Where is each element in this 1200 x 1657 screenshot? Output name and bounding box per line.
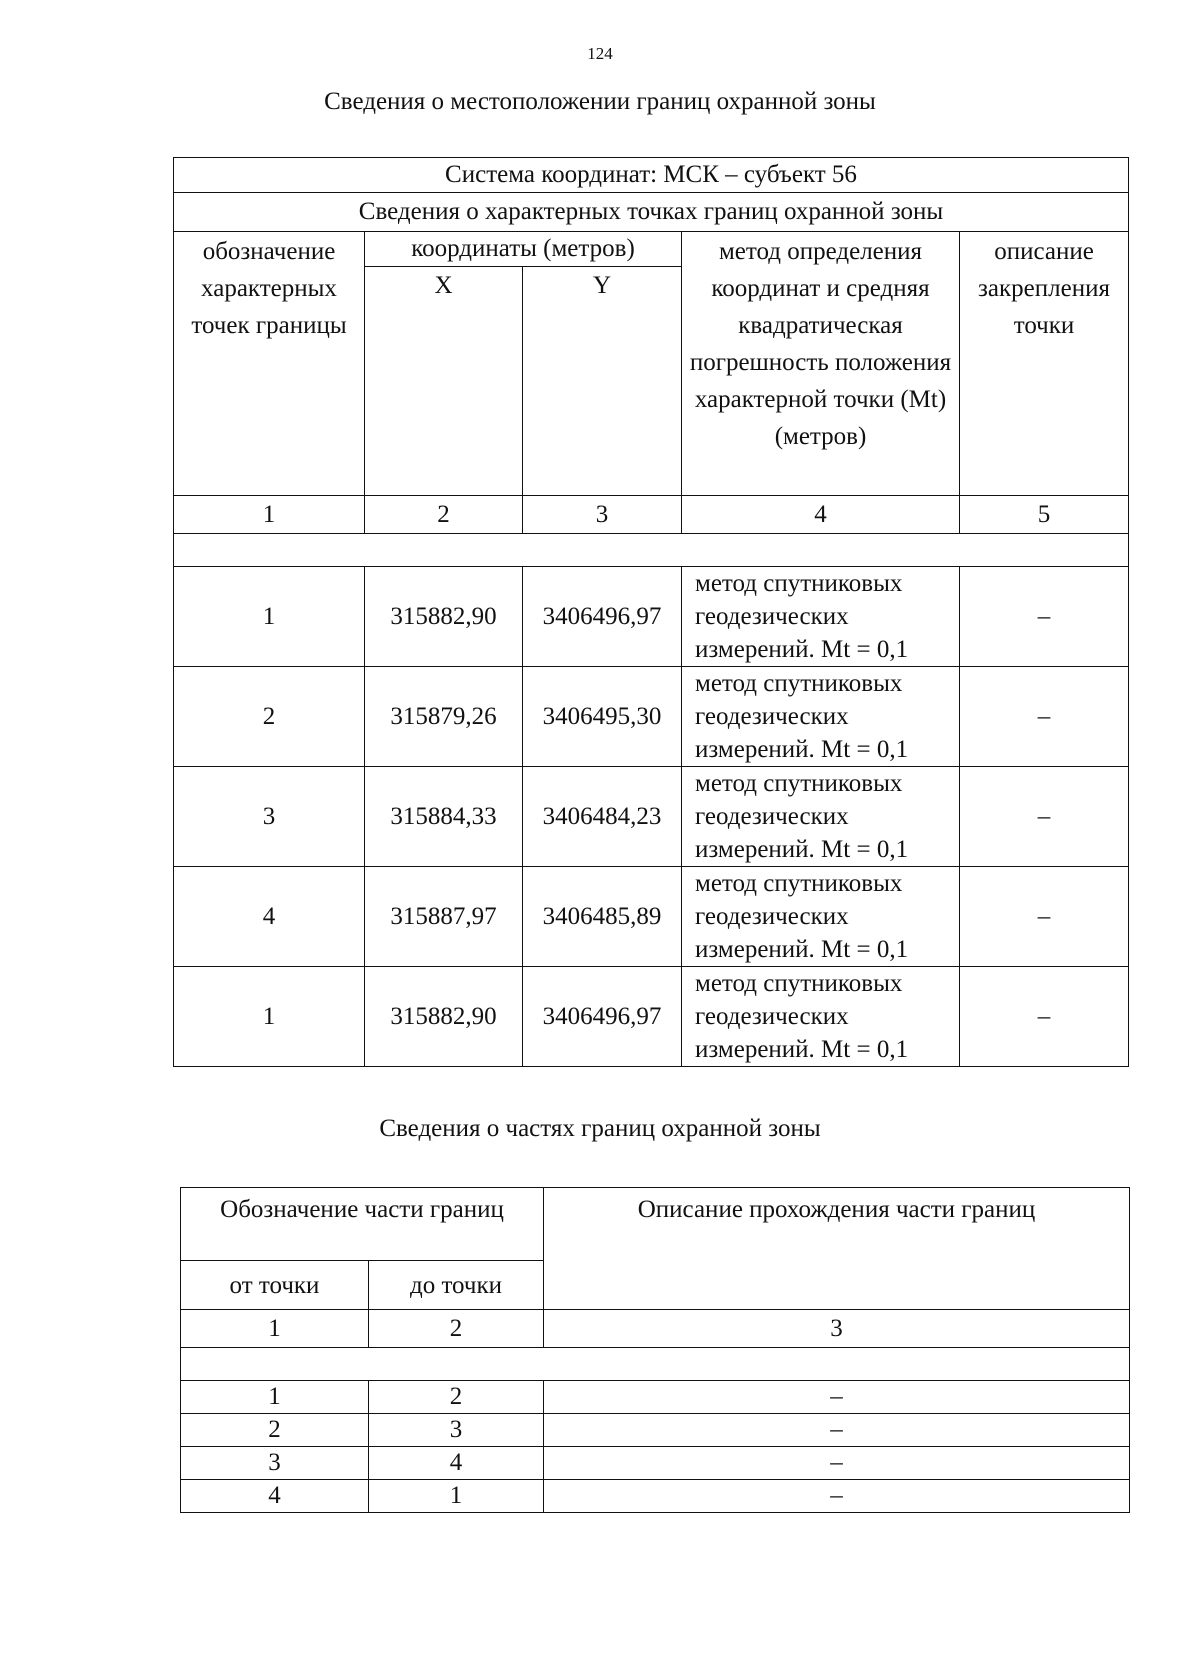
description-cell: – [960, 867, 1129, 967]
empty-separator-row [181, 1348, 1130, 1381]
method-cell: метод спутниковых геодезических измерений. Mt = 0,1 [682, 767, 960, 867]
column-number: 1 [181, 1310, 369, 1348]
x-cell: 315879,26 [365, 667, 523, 767]
from-cell: 1 [181, 1381, 369, 1414]
empty-separator-row [174, 534, 1129, 567]
y-cell: 3406496,97 [523, 567, 682, 667]
from-cell: 3 [181, 1447, 369, 1480]
method-cell: метод спутниковых геодезических измерений. Mt = 0,1 [682, 667, 960, 767]
table-subtitle-cell: Сведения о характерных точках границ охранной зоны [174, 193, 1129, 232]
part-description-cell: – [544, 1480, 1130, 1513]
table-row [174, 567, 1129, 667]
table-row [174, 767, 1129, 867]
column-number: 3 [544, 1310, 1130, 1348]
characteristic-points-table [173, 157, 1129, 1067]
header-x: X [365, 267, 523, 496]
description-cell: – [960, 567, 1129, 667]
from-cell: 2 [181, 1414, 369, 1447]
y-cell: 3406496,97 [523, 967, 682, 1067]
to-cell: 2 [369, 1381, 544, 1414]
method-cell: метод спутниковых геодезических измерений. Mt = 0,1 [682, 567, 960, 667]
table-row [181, 1447, 1130, 1480]
table-row [181, 1381, 1130, 1414]
x-cell: 315882,90 [365, 567, 523, 667]
table-row [181, 1480, 1130, 1513]
part-description-cell: – [544, 1381, 1130, 1414]
column-number: 2 [369, 1310, 544, 1348]
point-cell: 2 [174, 667, 365, 767]
header-method: метод определения координат и средняя квадратическая погрешность положения характерной точки (Mt) (метров) [682, 232, 960, 496]
section-title-boundary-parts: Сведения о частях границ охранной зоны [379, 1115, 821, 1142]
header-to-point: до точки [369, 1261, 544, 1310]
column-number: 3 [523, 496, 682, 534]
column-number: 2 [365, 496, 523, 534]
header-part: Обозначение части границ [181, 1188, 544, 1261]
table-row [181, 1414, 1130, 1447]
table-row [174, 967, 1129, 1067]
x-cell: 315887,97 [365, 867, 523, 967]
coordinate-system-cell: Система координат: МСК – субъект 56 [174, 158, 1129, 193]
to-cell: 4 [369, 1447, 544, 1480]
header-y: Y [523, 267, 682, 496]
header-part-description: Описание прохождения части границ [544, 1188, 1130, 1310]
page-number: 124 [587, 44, 613, 63]
section-title-boundary-location: Сведения о местоположении границ охранной зоны [324, 88, 876, 115]
y-cell: 3406495,30 [523, 667, 682, 767]
part-description-cell: – [544, 1447, 1130, 1480]
y-cell: 3406484,23 [523, 767, 682, 867]
point-cell: 1 [174, 567, 365, 667]
description-cell: – [960, 967, 1129, 1067]
boundary-parts-table [180, 1187, 1130, 1513]
header-designation: обозначение характерных точек границы [174, 232, 365, 496]
x-cell: 315882,90 [365, 967, 523, 1067]
to-cell: 3 [369, 1414, 544, 1447]
column-number: 4 [682, 496, 960, 534]
point-cell: 4 [174, 867, 365, 967]
header-description: описание закрепления точки [960, 232, 1129, 496]
table-row [174, 867, 1129, 967]
method-cell: метод спутниковых геодезических измерений. Mt = 0,1 [682, 867, 960, 967]
column-number: 5 [960, 496, 1129, 534]
y-cell: 3406485,89 [523, 867, 682, 967]
description-cell: – [960, 767, 1129, 867]
point-cell: 1 [174, 967, 365, 1067]
point-cell: 3 [174, 767, 365, 867]
description-cell: – [960, 667, 1129, 767]
from-cell: 4 [181, 1480, 369, 1513]
header-coordinates: координаты (метров) [365, 232, 682, 267]
method-cell: метод спутниковых геодезических измерений. Mt = 0,1 [682, 967, 960, 1067]
table-row [174, 667, 1129, 767]
column-number: 1 [174, 496, 365, 534]
header-from-point: от точки [181, 1261, 369, 1310]
x-cell: 315884,33 [365, 767, 523, 867]
to-cell: 1 [369, 1480, 544, 1513]
part-description-cell: – [544, 1414, 1130, 1447]
